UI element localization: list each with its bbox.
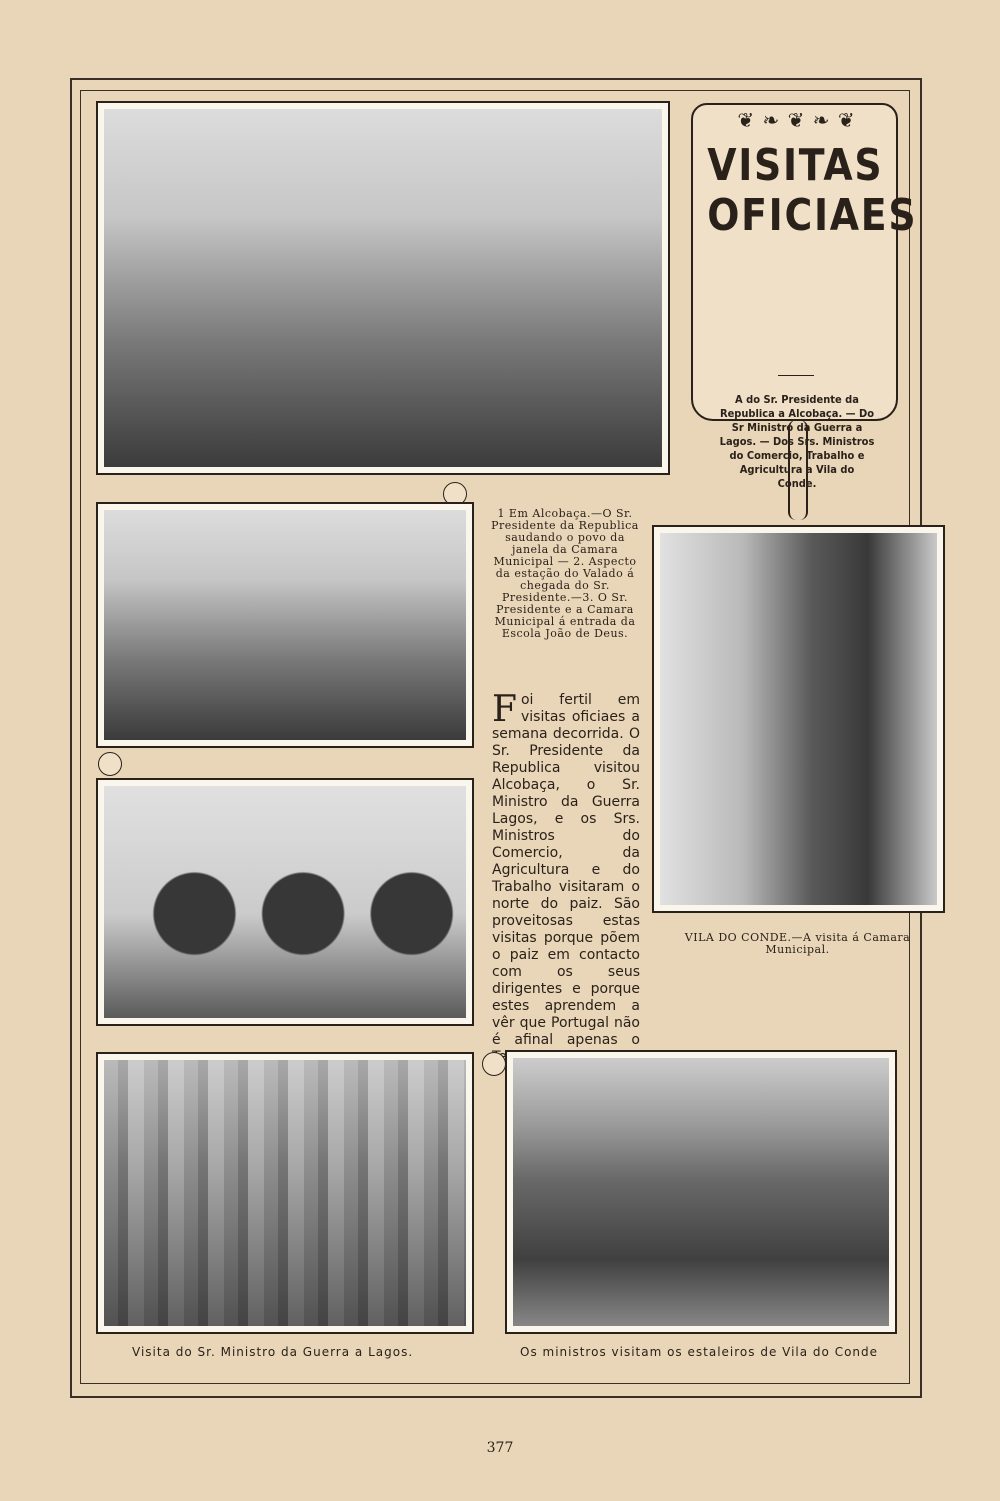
photo-escola-joao-de-deus	[96, 778, 474, 1026]
photo-image	[660, 533, 937, 905]
dropcap: F	[492, 689, 517, 730]
title-line-1: VISITAS	[707, 140, 884, 191]
photo-alcobaca-camara	[96, 101, 670, 475]
photo-image	[104, 786, 466, 1018]
corner-ornament-icon	[482, 1052, 506, 1076]
title-divider	[778, 375, 814, 376]
title-line-2: OFICIAES	[707, 190, 918, 241]
page-title	[707, 140, 918, 241]
title-box	[691, 103, 918, 490]
photo-estaleiros	[505, 1050, 897, 1334]
chain-ornament-icon	[788, 420, 808, 520]
ornament-top-icon: ❦ ❧ ❦ ❧ ❦	[737, 108, 856, 132]
caption-vila-do-conde: VILA DO CONDE.—A visita á Camara Municipal.	[684, 931, 911, 956]
photo-image	[513, 1058, 889, 1326]
caption-lagos: Visita do Sr. Ministro da Guerra a Lagos.	[132, 1345, 414, 1359]
photo-lagos	[96, 1052, 474, 1334]
caption-alcobaca: 1 Em Alcobaça.—O Sr. Presidente da Republica saudando o povo da janela da Camara Municipal — 2. Aspecto da estação do Valado á chegada do Sr. Presidente.—3. O Sr. Presidente e a Camara Municipal á entrada da Escola João de Deus.	[491, 507, 639, 640]
article-text: oi fertil em visitas oficiaes a semana decorrida. O Sr. Presidente da Republica visitou Alcobaça, o Sr. Ministro da Guerra Lagos, e os Srs. Ministros do Comercio, da Agricultura e do Trabalho visitaram o norte do paiz. São proveitosas estas visitas porque põem o paiz em contacto com os seus dirigentes e porque estes aprendem a vêr que Portugal não é afinal apenas o	[492, 692, 640, 1048]
article-body	[492, 689, 640, 1066]
corner-ornament-icon	[98, 752, 122, 776]
caption-estaleiros: Os ministros visitam os estaleiros de Vila do Conde	[520, 1345, 879, 1359]
photo-image	[104, 510, 466, 740]
photo-image	[104, 109, 662, 467]
photo-valado-station	[96, 502, 474, 748]
photo-vila-do-conde-camara	[652, 525, 945, 913]
page-number: 377	[486, 1440, 514, 1456]
photo-image	[104, 1060, 466, 1326]
title-summary: A do Sr. Presidente da Republica a Alcobaça. — Do Sr Ministro da Guerra a Lagos. — Dos Srs. Ministros do Comercio, Trabalho e Agricultura a Vila do Conde.	[719, 393, 875, 490]
